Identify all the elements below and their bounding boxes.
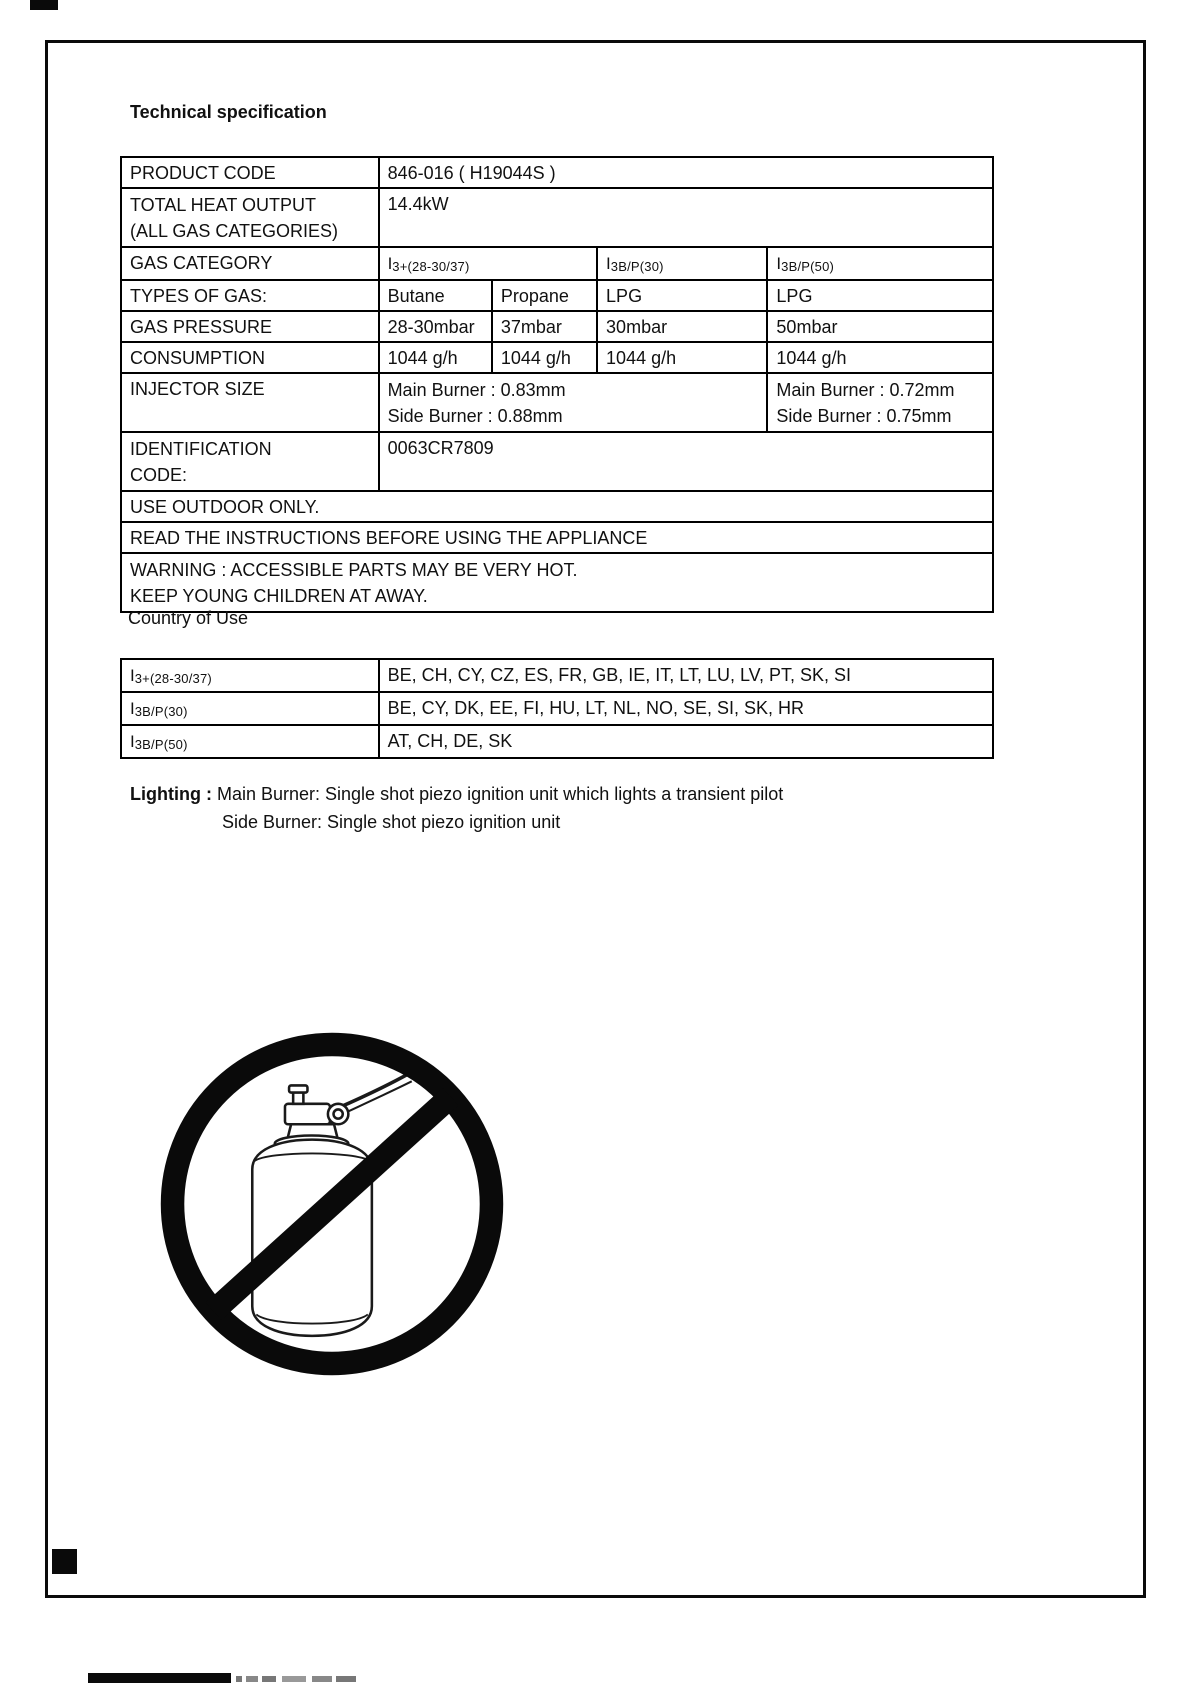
pressure-3: 30mbar [597,311,767,342]
table-row [121,432,993,491]
types-of-gas-label: TYPES OF GAS: [121,280,379,311]
table-row [121,311,993,342]
lighting-note [130,780,783,836]
table-row [121,491,993,522]
notice-warning: WARNING : ACCESSIBLE PARTS MAY BE VERY HOT. KEEP YOUNG CHILDREN AT AWAY. [121,553,993,612]
table-row [121,280,993,311]
country-category-1: I3+(28-30/37) [121,659,379,692]
consumption-label: CONSUMPTION [121,342,379,373]
lighting-main-burner: Main Burner: Single shot piezo ignition unit which lights a transient pilot [216,784,784,804]
country-category-2: I3B/P(30) [121,692,379,725]
page-title: Technical specification [130,102,327,122]
gas-type-lpg-50: LPG [767,280,993,311]
country-list-1: BE, CH, CY, CZ, ES, FR, GB, IE, IT, LT, LU, LV, PT, SK, SI [379,659,993,692]
gas-type-butane: Butane [379,280,492,311]
identification-code-label: IDENTIFICATION CODE: [121,432,379,491]
notice-read-instructions: READ THE INSTRUCTIONS BEFORE USING THE APPLIANCE [121,522,993,553]
heat-output-label: TOTAL HEAT OUTPUT (ALL GAS CATEGORIES) [121,188,379,247]
table-row [121,553,993,612]
scan-artifact-black-square [52,1549,77,1574]
country-list-2: BE, CY, DK, EE, FI, HU, LT, NL, NO, SE, SI, SK, HR [379,692,993,725]
product-code-label: PRODUCT CODE [121,157,379,188]
lighting-side-burner: Side Burner: Single shot piezo ignition unit [222,812,561,832]
notice-use-outdoor: USE OUTDOOR ONLY. [121,491,993,522]
table-row [121,725,993,758]
table-row [121,188,993,247]
gas-type-propane: Propane [492,280,597,311]
table-row [121,342,993,373]
lighting-line-1 [130,780,783,808]
gas-pressure-label: GAS PRESSURE [121,311,379,342]
table-row [121,692,993,725]
scan-artifact-top-mark [30,0,58,10]
consumption-1: 1044 g/h [379,342,492,373]
technical-specification-table [120,156,994,613]
pressure-4: 50mbar [767,311,993,342]
scan-artifact-illegible-print [236,1676,356,1682]
injector-size-right: Main Burner : 0.72mm Side Burner : 0.75mm [767,373,993,432]
no-gas-cylinder-figure [148,1020,516,1388]
gas-type-lpg-30: LPG [597,280,767,311]
pressure-2: 37mbar [492,311,597,342]
injector-size-left: Main Burner : 0.83mm Side Burner : 0.88mm [379,373,768,432]
gas-category-1: I3+(28-30/37) [379,247,597,280]
consumption-3: 1044 g/h [597,342,767,373]
lighting-label: Lighting : [130,784,212,804]
no-gas-cylinder-icon [148,1020,516,1388]
table-row [121,659,993,692]
identification-code-value: 0063CR7809 [379,432,993,491]
injector-size-label: INJECTOR SIZE [121,373,379,432]
country-list-3: AT, CH, DE, SK [379,725,993,758]
table-row [121,373,993,432]
table-row [121,522,993,553]
gas-category-2: I3B/P(30) [597,247,767,280]
consumption-2: 1044 g/h [492,342,597,373]
product-code-value: 846-016 ( H19044S ) [379,157,993,188]
table-row [121,247,993,280]
country-of-use-heading: Country of Use [128,608,249,628]
consumption-4: 1044 g/h [767,342,993,373]
country-of-use-table [120,658,994,759]
scan-artifact-bottom-strip [88,1673,231,1683]
gas-category-3: I3B/P(50) [767,247,993,280]
heat-output-value: 14.4kW [379,188,993,247]
table-row [121,157,993,188]
pressure-1: 28-30mbar [379,311,492,342]
gas-category-label: GAS CATEGORY [121,247,379,280]
country-category-3: I3B/P(50) [121,725,379,758]
